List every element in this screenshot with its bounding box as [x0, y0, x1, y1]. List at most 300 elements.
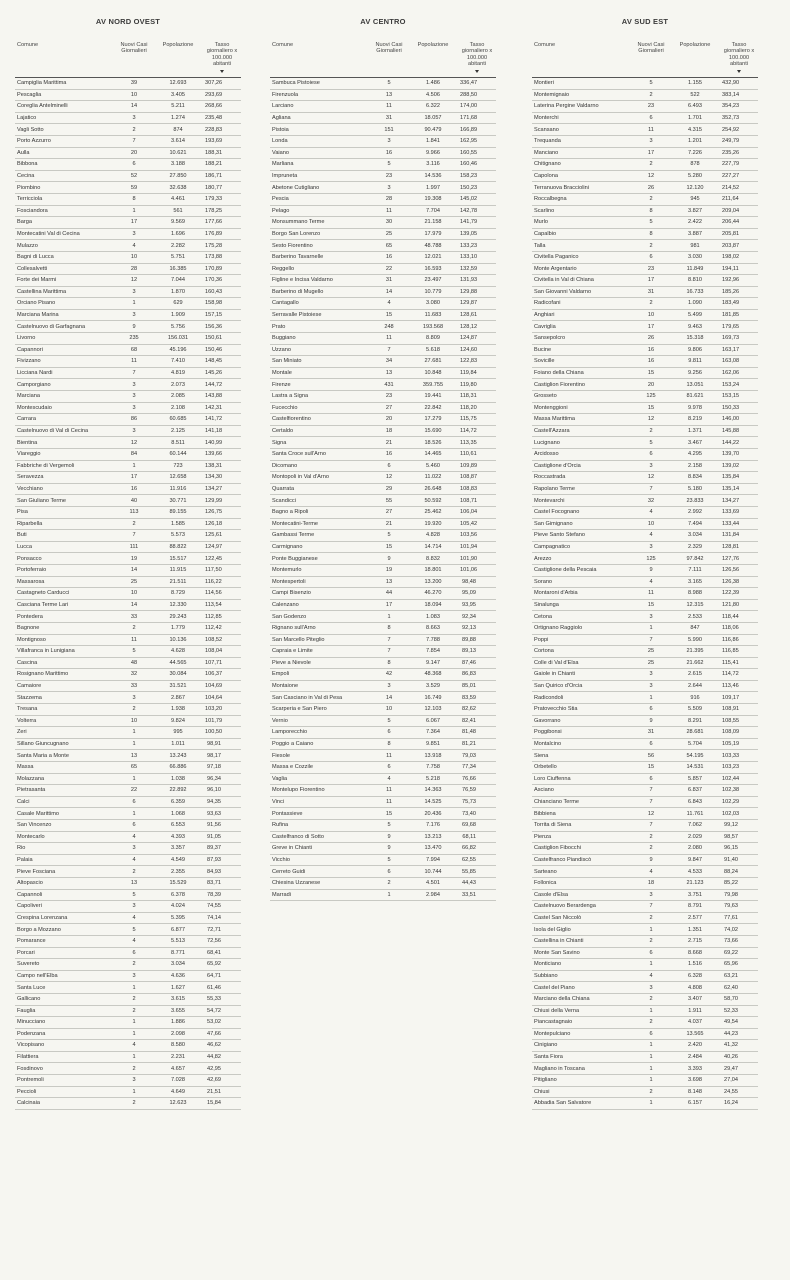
cell-nuovi-casi: 431: [370, 379, 408, 391]
cell-nuovi-casi: 20: [115, 147, 153, 159]
cell-popolazione: 359.755: [408, 379, 458, 391]
cell-tasso: 174,00: [458, 101, 496, 113]
cell-popolazione: 4.295: [670, 449, 720, 461]
cell-comune: Pistoia: [270, 124, 370, 136]
cell-popolazione: 4.393: [153, 831, 203, 843]
cell-tasso: 53,02: [203, 1017, 241, 1029]
cell-comune: Sarteano: [532, 866, 632, 878]
cell-popolazione: 30.771: [153, 495, 203, 507]
cell-comune: Filattiera: [15, 1051, 115, 1063]
cell-tasso: 383,14: [720, 89, 758, 101]
cell-popolazione: 8.148: [670, 1086, 720, 1098]
table-row: [15, 843, 241, 855]
header-tasso[interactable]: [203, 42, 241, 78]
cell-popolazione: 1.911: [670, 1005, 720, 1017]
cell-nuovi-casi: 3: [115, 309, 153, 321]
cell-tasso: 102,44: [720, 773, 758, 785]
cell-tasso: 55,85: [458, 866, 496, 878]
cell-tasso: 54,72: [203, 1005, 241, 1017]
cell-tasso: 103,23: [720, 762, 758, 774]
cell-popolazione: 28.681: [670, 727, 720, 739]
cell-nuovi-casi: 1: [632, 1075, 670, 1087]
cell-popolazione: 6.328: [670, 970, 720, 982]
cell-nuovi-casi: 15: [632, 599, 670, 611]
cell-comune: Vaglia: [270, 773, 370, 785]
cell-popolazione: 13.918: [408, 750, 458, 762]
cell-nuovi-casi: 4: [115, 912, 153, 924]
cell-popolazione: 3.529: [408, 680, 458, 692]
cell-nuovi-casi: 5: [370, 854, 408, 866]
table-row: [270, 657, 496, 669]
cell-nuovi-casi: 1: [115, 1017, 153, 1029]
cell-popolazione: 7.111: [670, 564, 720, 576]
table-row: [270, 391, 496, 403]
cell-comune: Monte Argentario: [532, 263, 632, 275]
cell-comune: Zeri: [15, 727, 115, 739]
cell-popolazione: 2.080: [670, 843, 720, 855]
table-row: [15, 367, 241, 379]
cell-comune: Montelupo Fiorentino: [270, 785, 370, 797]
table-row: [15, 309, 241, 321]
cell-popolazione: 21.158: [408, 217, 458, 229]
cell-nuovi-casi: 3: [632, 982, 670, 994]
cell-popolazione: 874: [153, 124, 203, 136]
cell-comune: Cortona: [532, 646, 632, 658]
cell-tasso: 108,04: [203, 646, 241, 658]
cell-nuovi-casi: 2: [632, 843, 670, 855]
cell-comune: Castell'Azzara: [532, 425, 632, 437]
table-row: [270, 193, 496, 205]
cell-comune: Sillano Giuncugnano: [15, 738, 115, 750]
cell-nuovi-casi: 3: [115, 692, 153, 704]
cell-nuovi-casi: 19: [115, 553, 153, 565]
table-row: [532, 982, 758, 994]
cell-popolazione: 1.886: [153, 1017, 203, 1029]
table-row: [270, 877, 496, 889]
table-row: [15, 901, 241, 913]
cell-comune: Campiglia Marittima: [15, 78, 115, 90]
cell-tasso: 49,54: [720, 1017, 758, 1029]
cell-tasso: 47,66: [203, 1028, 241, 1040]
cell-comune: Loro Ciuffenna: [532, 773, 632, 785]
cell-popolazione: 9.811: [670, 356, 720, 368]
cell-comune: Mulazzo: [15, 240, 115, 252]
cell-comune: Capraia e Limite: [270, 646, 370, 658]
cell-popolazione: 45.196: [153, 344, 203, 356]
cell-tasso: 101,90: [458, 553, 496, 565]
cell-popolazione: 1.083: [408, 611, 458, 623]
header-popolazione[interactable]: Popolazione: [408, 42, 458, 78]
cell-tasso: 113,46: [720, 680, 758, 692]
header-comune[interactable]: Comune: [15, 42, 115, 78]
cell-tasso: 62,40: [720, 982, 758, 994]
cell-popolazione: 1.516: [670, 959, 720, 971]
cell-tasso: 148,45: [203, 356, 241, 368]
cell-comune: Castelfranco Piandiscò: [532, 854, 632, 866]
cell-comune: Vicchio: [270, 854, 370, 866]
cell-tasso: 108,09: [720, 727, 758, 739]
cell-nuovi-casi: 2: [632, 912, 670, 924]
cell-tasso: 73,40: [458, 808, 496, 820]
cell-nuovi-casi: 3: [115, 391, 153, 403]
table-row: [532, 762, 758, 774]
cell-nuovi-casi: 32: [632, 495, 670, 507]
table-row: [532, 495, 758, 507]
cell-tasso: 95,09: [458, 588, 496, 600]
header-popolazione[interactable]: Popolazione: [153, 42, 203, 78]
cell-comune: Villafranca in Lunigiana: [15, 646, 115, 658]
cell-tasso: 58,70: [720, 993, 758, 1005]
cell-popolazione: 3.615: [153, 993, 203, 1005]
table-row: [15, 89, 241, 101]
table-row: [532, 228, 758, 240]
cell-popolazione: 4.649: [153, 1086, 203, 1098]
cell-comune: Marliana: [270, 159, 370, 171]
cell-nuovi-casi: 3: [632, 460, 670, 472]
cell-comune: Trequanda: [532, 135, 632, 147]
cell-tasso: 68,11: [458, 831, 496, 843]
cell-nuovi-casi: 10: [632, 518, 670, 530]
sort-desc-icon[interactable]: [475, 70, 479, 73]
table-row: [532, 901, 758, 913]
cell-tasso: 227,79: [720, 159, 758, 171]
table-row: [270, 309, 496, 321]
cell-nuovi-casi: 7: [632, 483, 670, 495]
cell-nuovi-casi: 9: [370, 843, 408, 855]
cell-tasso: 144,22: [720, 437, 758, 449]
table-row: [270, 205, 496, 217]
cell-nuovi-casi: 5: [370, 715, 408, 727]
cell-nuovi-casi: 4: [115, 831, 153, 843]
cell-popolazione: 2.484: [670, 1051, 720, 1063]
cell-tasso: 160,46: [458, 159, 496, 171]
cell-comune: Cavriglia: [532, 321, 632, 333]
cell-tasso: 129,99: [203, 495, 241, 507]
table-row: [15, 1063, 241, 1075]
table-row: [15, 738, 241, 750]
table-row: [532, 251, 758, 263]
cell-tasso: 91,40: [720, 854, 758, 866]
cell-nuovi-casi: 3: [115, 1075, 153, 1087]
cell-tasso: 336,47: [458, 78, 496, 90]
table-row: [532, 391, 758, 403]
cell-nuovi-casi: 6: [632, 1028, 670, 1040]
cell-comune: Sorano: [532, 576, 632, 588]
cell-tasso: 235,26: [720, 147, 758, 159]
table-row: [15, 275, 241, 287]
table-row: [532, 240, 758, 252]
table-row: [15, 785, 241, 797]
cell-nuovi-casi: 15: [370, 808, 408, 820]
table-row: [15, 530, 241, 542]
cell-nuovi-casi: 2: [632, 159, 670, 171]
header-nuovi-casi[interactable]: Nuovi Casi Giornalieri: [370, 42, 408, 78]
cell-tasso: 227,27: [720, 170, 758, 182]
cell-nuovi-casi: 10: [632, 309, 670, 321]
cell-popolazione: 9.147: [408, 657, 458, 669]
cell-tasso: 122,45: [203, 553, 241, 565]
cell-comune: Pontassieve: [270, 808, 370, 820]
cell-popolazione: 9.824: [153, 715, 203, 727]
cell-nuovi-casi: 19: [370, 564, 408, 576]
cell-nuovi-casi: 16: [632, 356, 670, 368]
cell-popolazione: 7.226: [670, 147, 720, 159]
cell-popolazione: 11.761: [670, 808, 720, 820]
cell-comune: Ortignano Raggiolo: [532, 622, 632, 634]
cell-popolazione: 2.615: [670, 669, 720, 681]
cell-tasso: 150,46: [203, 344, 241, 356]
cell-popolazione: 5.460: [408, 460, 458, 472]
cell-nuovi-casi: 7: [632, 796, 670, 808]
cell-nuovi-casi: 5: [115, 889, 153, 901]
cell-comune: Rignano sull'Arno: [270, 622, 370, 634]
table-row: [532, 680, 758, 692]
cell-nuovi-casi: 1: [632, 1040, 670, 1052]
cell-nuovi-casi: 8: [370, 657, 408, 669]
cell-tasso: 98,91: [203, 738, 241, 750]
cell-nuovi-casi: 5: [370, 159, 408, 171]
table-row: [532, 1005, 758, 1017]
table-row: [15, 506, 241, 518]
table-row: [532, 1086, 758, 1098]
cell-popolazione: 5.218: [408, 773, 458, 785]
cell-tasso: 134,27: [720, 495, 758, 507]
cell-popolazione: 12.120: [670, 182, 720, 194]
cell-comune: Orciano Pisano: [15, 298, 115, 310]
cell-nuovi-casi: 4: [632, 866, 670, 878]
table-row: [270, 866, 496, 878]
cell-comune: Tresana: [15, 704, 115, 716]
cell-comune: Cerreto Guidi: [270, 866, 370, 878]
table-row: [15, 993, 241, 1005]
cell-popolazione: 14.363: [408, 785, 458, 797]
table-row: [532, 298, 758, 310]
cell-nuovi-casi: 25: [632, 646, 670, 658]
cell-tasso: 249,79: [720, 135, 758, 147]
cell-tasso: 163,17: [720, 344, 758, 356]
cell-popolazione: 1.068: [153, 808, 203, 820]
cell-tasso: 100,50: [203, 727, 241, 739]
cell-popolazione: 1.201: [670, 135, 720, 147]
table-row: [532, 959, 758, 971]
cell-popolazione: 1.351: [670, 924, 720, 936]
cell-comune: Marradi: [270, 889, 370, 901]
cell-nuovi-casi: 2: [115, 1098, 153, 1110]
cell-tasso: 106,04: [458, 506, 496, 518]
table-row: [15, 970, 241, 982]
header-comune[interactable]: Comune: [532, 42, 632, 78]
header-nuovi-casi[interactable]: Nuovi Casi Giornalieri: [115, 42, 153, 78]
cell-nuovi-casi: 20: [632, 379, 670, 391]
table-row: [532, 738, 758, 750]
cell-nuovi-casi: 6: [115, 159, 153, 171]
cell-popolazione: 18.801: [408, 564, 458, 576]
cell-nuovi-casi: 17: [632, 321, 670, 333]
cell-comune: Montopoli in Val d'Arno: [270, 472, 370, 484]
table-row: [532, 483, 758, 495]
cell-popolazione: 21.123: [670, 877, 720, 889]
table-row: [532, 912, 758, 924]
cell-tasso: 91,05: [203, 831, 241, 843]
cell-popolazione: 15.529: [153, 877, 203, 889]
cell-tasso: 101,06: [458, 564, 496, 576]
table-row: [532, 449, 758, 461]
cell-nuovi-casi: 3: [115, 228, 153, 240]
cell-nuovi-casi: 20: [370, 414, 408, 426]
cell-comune: Altopascio: [15, 877, 115, 889]
cell-comune: Terricciola: [15, 193, 115, 205]
cell-tasso: 116,85: [720, 646, 758, 658]
table-row: [15, 135, 241, 147]
cell-comune: Riparbella: [15, 518, 115, 530]
cell-comune: Casciana Terme Lari: [15, 599, 115, 611]
cell-popolazione: 9.966: [408, 147, 458, 159]
cell-nuovi-casi: 8: [632, 205, 670, 217]
table-row: [270, 263, 496, 275]
table-row: [15, 773, 241, 785]
cell-comune: Abbadia San Salvatore: [532, 1098, 632, 1110]
table-row: [15, 808, 241, 820]
cell-comune: Santa Croce sull'Arno: [270, 449, 370, 461]
cell-tasso: 139,02: [720, 460, 758, 472]
table-row: [270, 275, 496, 287]
cell-nuovi-casi: 2: [632, 993, 670, 1005]
table-row: [532, 785, 758, 797]
cell-popolazione: 23.833: [670, 495, 720, 507]
cell-comune: Massa: [15, 762, 115, 774]
cell-popolazione: 4.808: [670, 982, 720, 994]
cell-popolazione: 7.704: [408, 205, 458, 217]
cell-tasso: 119,80: [458, 379, 496, 391]
cell-nuovi-casi: 2: [115, 959, 153, 971]
cell-tasso: 171,68: [458, 112, 496, 124]
cell-nuovi-casi: 11: [370, 785, 408, 797]
cell-nuovi-casi: 1: [115, 738, 153, 750]
header-tasso[interactable]: [720, 42, 758, 78]
cell-comune: Gavorrano: [532, 715, 632, 727]
cell-nuovi-casi: 2: [632, 240, 670, 252]
cell-popolazione: 10.779: [408, 286, 458, 298]
cell-comune: Livorno: [15, 333, 115, 345]
table-row: [270, 599, 496, 611]
header-nuovi-casi[interactable]: Nuovi Casi Giornalieri: [632, 42, 670, 78]
cell-tasso: 101,79: [203, 715, 241, 727]
table-row: [15, 1005, 241, 1017]
cell-nuovi-casi: 33: [115, 680, 153, 692]
cell-nuovi-casi: 11: [632, 124, 670, 136]
table-row: [15, 298, 241, 310]
cell-nuovi-casi: 15: [632, 367, 670, 379]
cell-nuovi-casi: 10: [115, 588, 153, 600]
cell-popolazione: 1.090: [670, 298, 720, 310]
cell-comune: Serravalle Pistoiese: [270, 309, 370, 321]
cell-comune: Sansepolcro: [532, 333, 632, 345]
cell-tasso: 103,20: [203, 704, 241, 716]
cell-tasso: 192,96: [720, 275, 758, 287]
cell-tasso: 114,56: [203, 588, 241, 600]
table-row: [532, 669, 758, 681]
cell-comune: Fauglia: [15, 1005, 115, 1017]
cell-tasso: 94,35: [203, 796, 241, 808]
cell-nuovi-casi: 25: [115, 576, 153, 588]
cell-popolazione: 2.125: [153, 425, 203, 437]
cell-tasso: 87,46: [458, 657, 496, 669]
cell-popolazione: 20.436: [408, 808, 458, 820]
cell-nuovi-casi: 13: [370, 367, 408, 379]
cell-tasso: 102,38: [720, 785, 758, 797]
cell-tasso: 131,93: [458, 275, 496, 287]
cell-popolazione: 3.188: [153, 159, 203, 171]
cell-comune: Pienza: [532, 831, 632, 843]
cell-tasso: 181,85: [720, 309, 758, 321]
cell-nuovi-casi: 25: [370, 228, 408, 240]
cell-nuovi-casi: 4: [632, 970, 670, 982]
cell-comune: Signa: [270, 437, 370, 449]
table-row: [532, 692, 758, 704]
cell-tasso: 185,26: [720, 286, 758, 298]
cell-tasso: 186,71: [203, 170, 241, 182]
table-row: [270, 298, 496, 310]
cell-tasso: 128,61: [458, 309, 496, 321]
table-row: [15, 727, 241, 739]
header-tasso[interactable]: [458, 42, 496, 78]
cell-nuovi-casi: 12: [632, 808, 670, 820]
cell-popolazione: 5.211: [153, 101, 203, 113]
cell-nuovi-casi: 29: [370, 483, 408, 495]
cell-comune: Castel Focognano: [532, 506, 632, 518]
table-row: [270, 286, 496, 298]
table-row: [532, 1098, 758, 1110]
cell-popolazione: 7.410: [153, 356, 203, 368]
cell-nuovi-casi: 1: [632, 924, 670, 936]
cell-comune: Isola del Giglio: [532, 924, 632, 936]
cell-comune: Bagni di Lucca: [15, 251, 115, 263]
cell-nuovi-casi: 30: [370, 217, 408, 229]
cell-tasso: 142,78: [458, 205, 496, 217]
cell-tasso: 87,93: [203, 854, 241, 866]
cell-nuovi-casi: 11: [370, 205, 408, 217]
cell-popolazione: 4.315: [670, 124, 720, 136]
table-row: [532, 1063, 758, 1075]
cell-comune: Poggibonsi: [532, 727, 632, 739]
table-row: [15, 611, 241, 623]
header-comune[interactable]: Comune: [270, 42, 370, 78]
data-table: [532, 42, 758, 1110]
sort-desc-icon[interactable]: [220, 70, 224, 73]
header-popolazione[interactable]: Popolazione: [670, 42, 720, 78]
cell-nuovi-casi: 5: [632, 78, 670, 90]
cell-comune: Volterra: [15, 715, 115, 727]
cell-popolazione: 2.029: [670, 831, 720, 843]
cell-comune: Gallicano: [15, 993, 115, 1005]
cell-comune: Camaiore: [15, 680, 115, 692]
table-row: [532, 588, 758, 600]
cell-tasso: 160,55: [458, 147, 496, 159]
sort-desc-icon[interactable]: [737, 70, 741, 73]
data-table: [15, 42, 241, 1110]
cell-tasso: 122,39: [720, 588, 758, 600]
cell-tasso: 89,13: [458, 646, 496, 658]
cell-nuovi-casi: 15: [632, 402, 670, 414]
cell-popolazione: 1.585: [153, 518, 203, 530]
cell-tasso: 89,37: [203, 843, 241, 855]
cell-comune: Pieve Santo Stefano: [532, 530, 632, 542]
cell-nuovi-casi: 3: [632, 680, 670, 692]
table-row: [15, 564, 241, 576]
cell-comune: Massarosa: [15, 576, 115, 588]
cell-tasso: 81,21: [458, 738, 496, 750]
cell-tasso: 177,66: [203, 217, 241, 229]
